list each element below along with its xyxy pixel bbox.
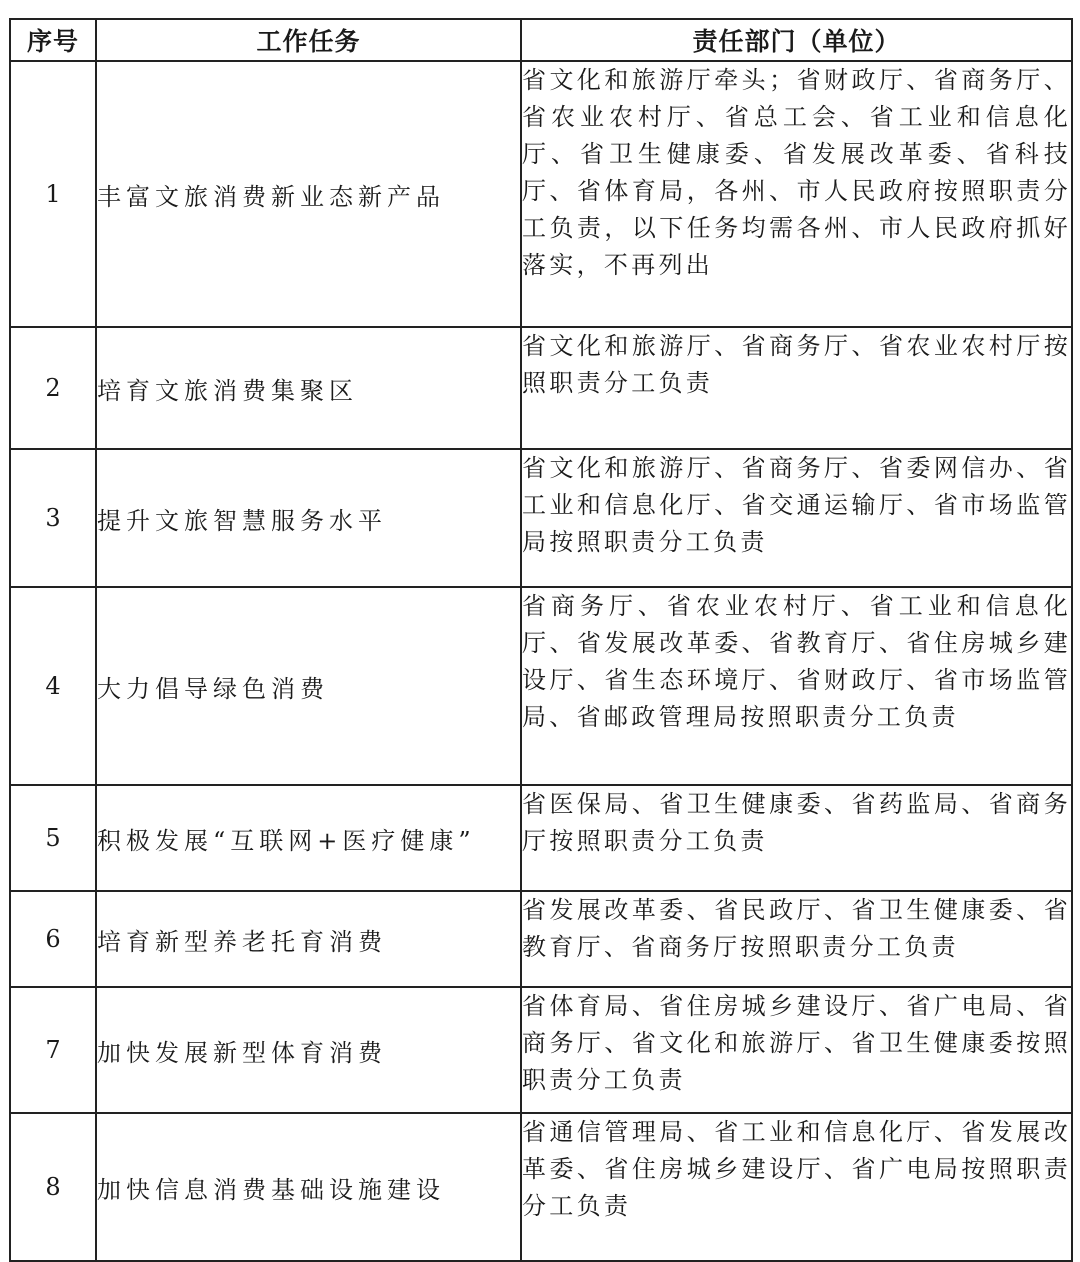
header-task: 工作任务 (96, 19, 521, 61)
row-num: 4 (10, 587, 96, 785)
row-dept: 省文化和旅游厅、省商务厅、省委网信办、省工业和信息化厅、省交通运输厅、省市场监管局按照职责分工负责 (521, 449, 1072, 587)
row-num: 6 (10, 891, 96, 987)
row-num: 2 (10, 327, 96, 449)
row-task: 丰富文旅消费新业态新产品 (96, 61, 521, 327)
task-responsibility-table (9, 18, 1073, 1262)
table-row (10, 61, 1072, 327)
row-dept: 省体育局、省住房城乡建设厅、省广电局、省商务厅、省文化和旅游厅、省卫生健康委按照职责分工负责 (521, 987, 1072, 1113)
table-row (10, 327, 1072, 449)
header-dept: 责任部门（单位） (521, 19, 1072, 61)
row-task: 提升文旅智慧服务水平 (96, 449, 521, 587)
row-dept: 省商务厅、省农业农村厅、省工业和信息化厅、省发展改革委、省教育厅、省住房城乡建设厅、省生态环境厅、省财政厅、省市场监管局、省邮政管理局按照职责分工负责 (521, 587, 1072, 785)
row-num: 8 (10, 1113, 96, 1261)
header-num: 序号 (10, 19, 96, 61)
row-dept: 省文化和旅游厅、省商务厅、省农业农村厅按照职责分工负责 (521, 327, 1072, 449)
table-row (10, 987, 1072, 1113)
row-task: 积极发展“互联网+医疗健康” (96, 785, 521, 891)
row-num: 1 (10, 61, 96, 327)
row-num: 5 (10, 785, 96, 891)
row-dept: 省通信管理局、省工业和信息化厅、省发展改革委、省住房城乡建设厅、省广电局按照职责分工负责 (521, 1113, 1072, 1261)
row-task: 加快发展新型体育消费 (96, 987, 521, 1113)
table-row (10, 587, 1072, 785)
table-row (10, 891, 1072, 987)
row-num: 7 (10, 987, 96, 1113)
row-num: 3 (10, 449, 96, 587)
table-row (10, 449, 1072, 587)
row-dept: 省文化和旅游厅牵头；省财政厅、省商务厅、省农业农村厅、省总工会、省工业和信息化厅、省卫生健康委、省发展改革委、省科技厅、省体育局，各州、市人民政府按照职责分工负责，以下任务均需各州、市人民政府抓好落实，不再列出 (521, 61, 1072, 327)
row-task: 加快信息消费基础设施建设 (96, 1113, 521, 1261)
row-task: 培育文旅消费集聚区 (96, 327, 521, 449)
table-row (10, 785, 1072, 891)
row-task: 大力倡导绿色消费 (96, 587, 521, 785)
table-header-row (10, 19, 1072, 61)
table-row (10, 1113, 1072, 1261)
row-dept: 省医保局、省卫生健康委、省药监局、省商务厅按照职责分工负责 (521, 785, 1072, 891)
row-dept: 省发展改革委、省民政厅、省卫生健康委、省教育厅、省商务厅按照职责分工负责 (521, 891, 1072, 987)
row-task: 培育新型养老托育消费 (96, 891, 521, 987)
